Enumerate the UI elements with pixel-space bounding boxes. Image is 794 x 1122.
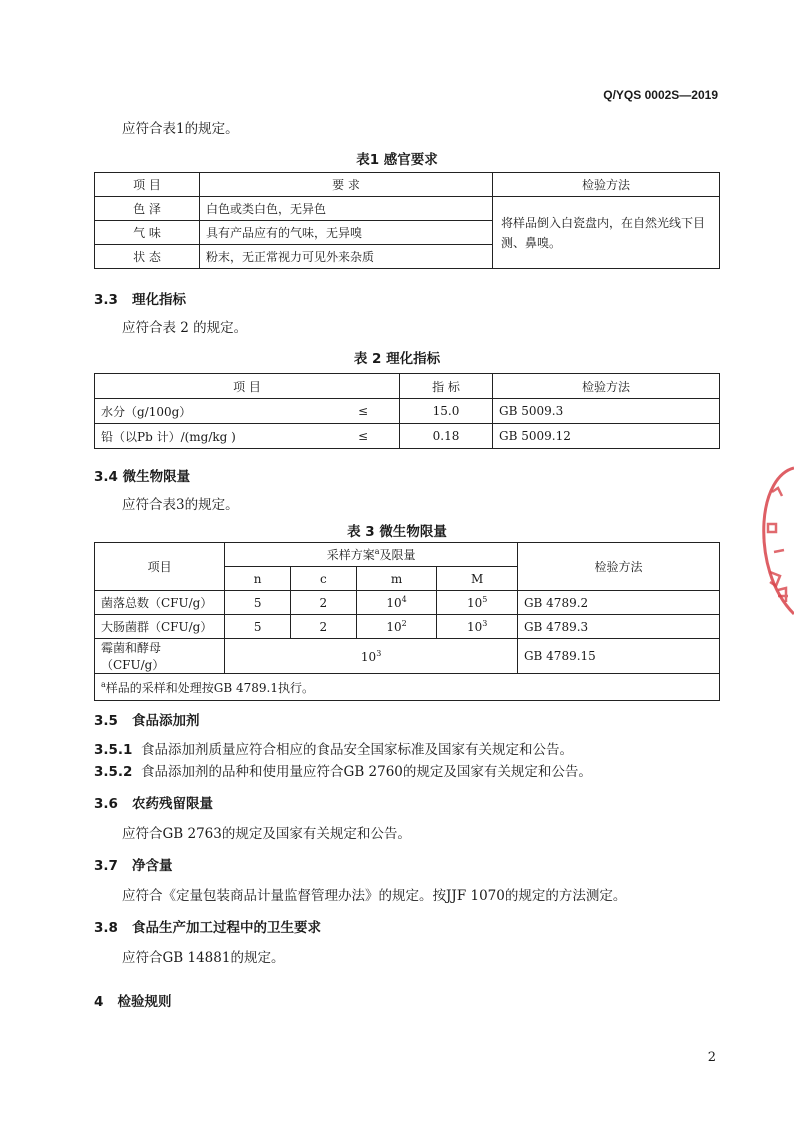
- table3-caption: 表 3 微生物限量: [347, 524, 447, 540]
- table3-header-item: 项目: [95, 543, 225, 591]
- section-3-4-heading: [94, 465, 190, 485]
- M-exponent: 5: [482, 595, 488, 604]
- section-3-6-text: 应符合GB 2763的规定及国家有关规定和公告。: [122, 826, 411, 842]
- table3-sub-M: M: [437, 567, 518, 591]
- clause-text: 食品添加剂的品种和使用量应符合GB 2760的规定及国家有关规定和公告。: [141, 764, 592, 780]
- table3-row-n: 5: [225, 615, 291, 639]
- section-3-7-text: 应符合《定量包装商品计量监督管理办法》的规定。按JJF 1070的规定的方法测定。: [122, 888, 627, 904]
- table3-header-method: 检验方法: [517, 543, 719, 591]
- table3-row-method: GB 4789.3: [517, 615, 719, 639]
- section-title: 理化指标: [132, 292, 187, 308]
- section-3-6-heading: [94, 792, 213, 812]
- table3-row-m: [356, 591, 437, 615]
- table3-row-item: 菌落总数（CFU/g）: [95, 591, 225, 615]
- table1-header-method: 检验方法: [493, 173, 720, 197]
- table3: [94, 542, 720, 701]
- table3-row-M: [437, 591, 518, 615]
- clause-3-5-1: [94, 738, 573, 758]
- section-3-7-heading: [94, 854, 173, 874]
- table3-sub-c: c: [291, 567, 357, 591]
- table1-method: 将样品倒入白瓷盘内，在自然光线下目测、鼻嗅。: [493, 197, 720, 269]
- footnote-mark: a: [101, 679, 106, 689]
- table1-row-req: 粉末，无正常视力可见外来杂质: [200, 245, 493, 269]
- mold-exponent: 3: [376, 648, 382, 658]
- table1-row-item: 色 泽: [95, 197, 200, 221]
- table1-row-item: 气 味: [95, 221, 200, 245]
- section-3-4-text: 应符合表3的规定。: [122, 497, 239, 513]
- table2-row-op: ≤: [327, 424, 400, 449]
- clause-number: 3.5.1: [94, 742, 133, 758]
- m-base: 10: [386, 620, 402, 634]
- section-number: 4: [94, 994, 104, 1010]
- table3-footnote: [95, 674, 720, 701]
- table1-header-req: 要 求: [200, 173, 493, 197]
- table3-header-plan: [225, 543, 518, 567]
- clause-number: 3.5.2: [94, 764, 133, 780]
- table3-sub-m: m: [356, 567, 437, 591]
- table2-row-method: GB 5009.3: [493, 399, 720, 424]
- table3-sub-n: n: [225, 567, 291, 591]
- company-seal-icon: [756, 462, 794, 622]
- page-number: 2: [707, 1050, 716, 1065]
- table3-row-M: [437, 615, 518, 639]
- section-title: 农药残留限量: [132, 796, 214, 812]
- table3-row-item: 大肠菌群（CFU/g）: [95, 615, 225, 639]
- table3-row-n: 5: [225, 591, 291, 615]
- section-title: 微生物限量: [122, 469, 191, 485]
- m-base: 10: [386, 596, 402, 610]
- table3-mold-method: GB 4789.15: [517, 639, 719, 674]
- clause-text: 食品添加剂质量应符合相应的食品安全国家标准及国家有关规定和公告。: [141, 742, 574, 758]
- plan-footnote-mark: a: [374, 547, 380, 556]
- mold-base: 10: [360, 649, 377, 664]
- table3-row-c: 2: [291, 615, 357, 639]
- M-exponent: 3: [482, 619, 488, 628]
- section-number: 3.5: [94, 713, 118, 729]
- table2-header-value: 指 标: [400, 374, 493, 399]
- table2-row-value: 0.18: [400, 424, 493, 449]
- table3-mold-limit: [225, 639, 518, 674]
- table3-row-c: 2: [291, 591, 357, 615]
- section-3-8-heading: [94, 916, 321, 936]
- section-title: 食品添加剂: [132, 713, 200, 729]
- M-base: 10: [466, 620, 483, 634]
- table1-caption: 表1 感官要求: [356, 152, 438, 168]
- table1-row-req: 白色或类白色，无异色: [200, 197, 493, 221]
- table3-row-m: [356, 615, 437, 639]
- clause-3-5-2: [94, 760, 592, 780]
- table1-row-item: 状 态: [95, 245, 200, 269]
- section-title: 净含量: [132, 858, 173, 874]
- table2-row-method: GB 5009.12: [493, 424, 720, 449]
- table2-row-op: ≤: [327, 399, 400, 424]
- table2: [94, 373, 720, 449]
- intro-text: 应符合表1的规定。: [122, 121, 239, 137]
- table2-caption: 表 2 理化指标: [353, 351, 441, 367]
- section-number: 3.3: [94, 292, 118, 308]
- section-number: 3.8: [94, 920, 118, 936]
- footnote-text: 样品的采样和处理按GB 4789.1执行。: [105, 680, 314, 695]
- section-title: 检验规则: [117, 994, 172, 1010]
- table1-header-item: 项 目: [95, 173, 200, 197]
- m-exponent: 2: [401, 619, 407, 628]
- m-exponent: 4: [401, 595, 407, 604]
- section-number: 3.4: [94, 469, 118, 485]
- M-base: 10: [466, 596, 483, 610]
- section-4-heading: [94, 990, 172, 1010]
- table3-mold-item: 霉菌和酵母（CFU/g）: [95, 639, 225, 674]
- plan-label: 采样方案: [326, 548, 375, 562]
- table1-row-req: 具有产品应有的气味，无异嗅: [200, 221, 493, 245]
- table3-row-method: GB 4789.2: [517, 591, 719, 615]
- table2-header-item: 项 目: [95, 374, 400, 399]
- section-3-3-heading: [94, 288, 186, 308]
- table2-row-item: 水分（g/100g）: [95, 399, 328, 424]
- table1: [94, 172, 720, 269]
- section-3-3-text: 应符合表 2 的规定。: [122, 320, 248, 336]
- section-title: 食品生产加工过程中的卫生要求: [132, 920, 322, 936]
- section-3-5-heading: [94, 709, 200, 729]
- section-3-8-text: 应符合GB 14881的规定。: [122, 950, 285, 966]
- table2-header-method: 检验方法: [493, 374, 720, 399]
- document-code: Q/YQS 0002S—2019: [603, 88, 718, 102]
- section-number: 3.6: [94, 796, 118, 812]
- table2-row-item: 铅（以Pb 计）/(mg/kg ): [95, 424, 328, 449]
- table2-row-value: 15.0: [400, 399, 493, 424]
- plan-label-tail: 及限量: [379, 548, 416, 562]
- section-number: 3.7: [94, 858, 118, 874]
